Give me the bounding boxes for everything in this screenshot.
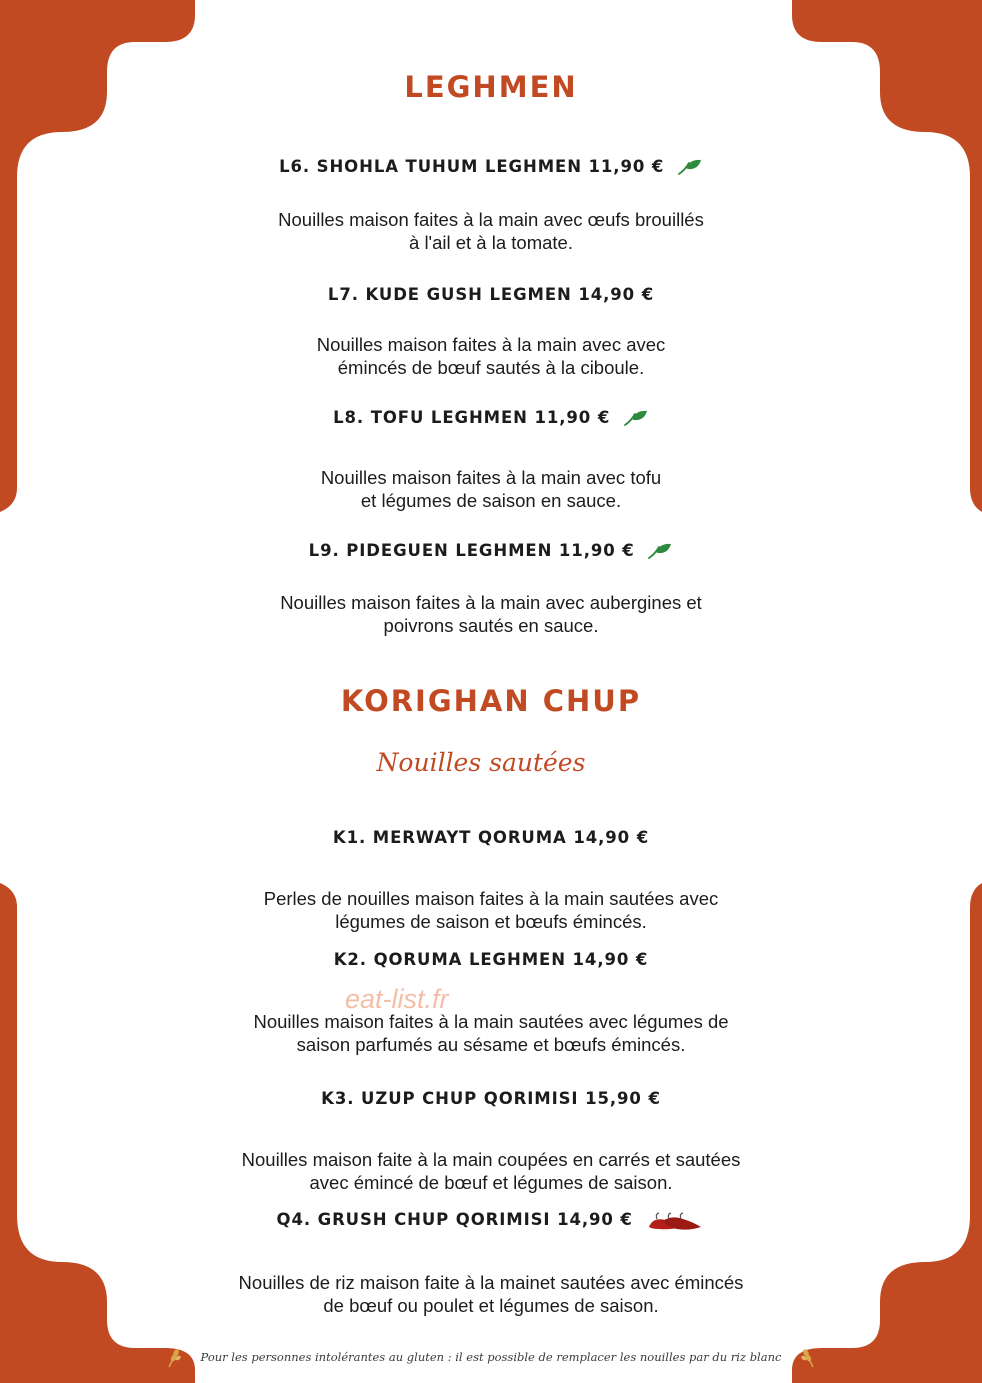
- menu-item-q4: [0, 1210, 982, 1231]
- menu-item-l7-description: [0, 333, 982, 379]
- menu-item-l9-description: [0, 591, 982, 637]
- item-name: L9. PIDEGUEN LEGHMEN 11,90 €: [308, 541, 635, 560]
- menu-item-q4-description: [0, 1271, 982, 1317]
- desc-line: saison parfumés au sésame et bœufs émincés.: [296, 1034, 686, 1055]
- menu-item-l7: [0, 285, 982, 304]
- item-name: L7. KUDE GUSH LEGMEN 14,90 €: [327, 285, 655, 304]
- leaf-icon: [677, 158, 703, 178]
- item-name: L8. TOFU LEGHMEN 11,90 €: [333, 408, 611, 427]
- menu-item-l9: [0, 541, 982, 562]
- wheat-icon: [165, 1348, 183, 1368]
- menu-item-l8: [0, 408, 982, 429]
- desc-line: Nouilles maison faites à la main avec aubergines et: [280, 592, 702, 613]
- section-title-leghmen: LEGHMEN: [404, 70, 578, 104]
- menu-item-k2: [0, 950, 982, 969]
- desc-line: légumes de saison et bœufs émincés.: [335, 911, 647, 932]
- menu-item-k2-description: [0, 1010, 982, 1056]
- desc-line: Perles de nouilles maison faites à la main sautées avec: [263, 888, 719, 909]
- menu-item-k3: [0, 1089, 982, 1108]
- desc-line: Nouilles maison faites à la main avec avec: [316, 334, 666, 355]
- gluten-note: [0, 1348, 982, 1368]
- leaf-icon: [623, 409, 649, 429]
- desc-line: Nouilles de riz maison faite à la mainet sautées avec émincés: [238, 1272, 744, 1293]
- watermark: eat-list.fr: [345, 984, 449, 1014]
- menu-item-l6: [0, 157, 982, 178]
- section-subtitle: Nouilles sautées: [376, 748, 586, 777]
- section-title-korighan-chup: KORIGHAN CHUP: [340, 684, 642, 718]
- item-name: K3. UZUP CHUP QORIMISI 15,90 €: [321, 1089, 661, 1108]
- desc-line: émincés de bœuf sautés à la ciboule.: [337, 357, 645, 378]
- wheat-icon: [799, 1348, 817, 1368]
- menu-item-k1: [0, 828, 982, 847]
- menu-item-l6-description: [0, 208, 982, 254]
- menu-item-k1-description: [0, 887, 982, 933]
- desc-line: avec émincé de bœuf et légumes de saison.: [309, 1172, 673, 1193]
- desc-line: Nouilles maison faites à la main avec œufs brouillés: [278, 209, 704, 230]
- desc-line: Nouilles maison faites à la main avec tofu: [320, 467, 662, 488]
- item-name: L6. SHOHLA TUHUM LEGHMEN 11,90 €: [279, 157, 665, 176]
- item-name: K2. QORUMA LEGHMEN 14,90 €: [333, 950, 649, 969]
- item-name: K1. MERWAYT QORUMA 14,90 €: [332, 828, 650, 847]
- gluten-note-text: Pour les personnes intolérantes au gluten : il est possible de remplacer les nouilles par du riz blanc: [200, 1350, 782, 1364]
- desc-line: et légumes de saison en sauce.: [360, 490, 622, 511]
- desc-line: de bœuf ou poulet et légumes de saison.: [323, 1295, 659, 1316]
- menu-item-l8-description: [0, 466, 982, 512]
- desc-line: à l'ail et à la tomate.: [409, 232, 573, 253]
- item-name: Q4. GRUSH CHUP QORIMISI 14,90 €: [276, 1210, 633, 1229]
- desc-line: Nouilles maison faites à la main sautées avec légumes de: [253, 1011, 729, 1032]
- desc-line: Nouilles maison faite à la main coupées en carrés et sautées: [241, 1149, 741, 1170]
- desc-line: poivrons sautés en sauce.: [383, 615, 599, 636]
- menu-item-k3-description: [0, 1148, 982, 1194]
- leaf-icon: [647, 542, 673, 562]
- chili-pepper-icon: [645, 1211, 705, 1231]
